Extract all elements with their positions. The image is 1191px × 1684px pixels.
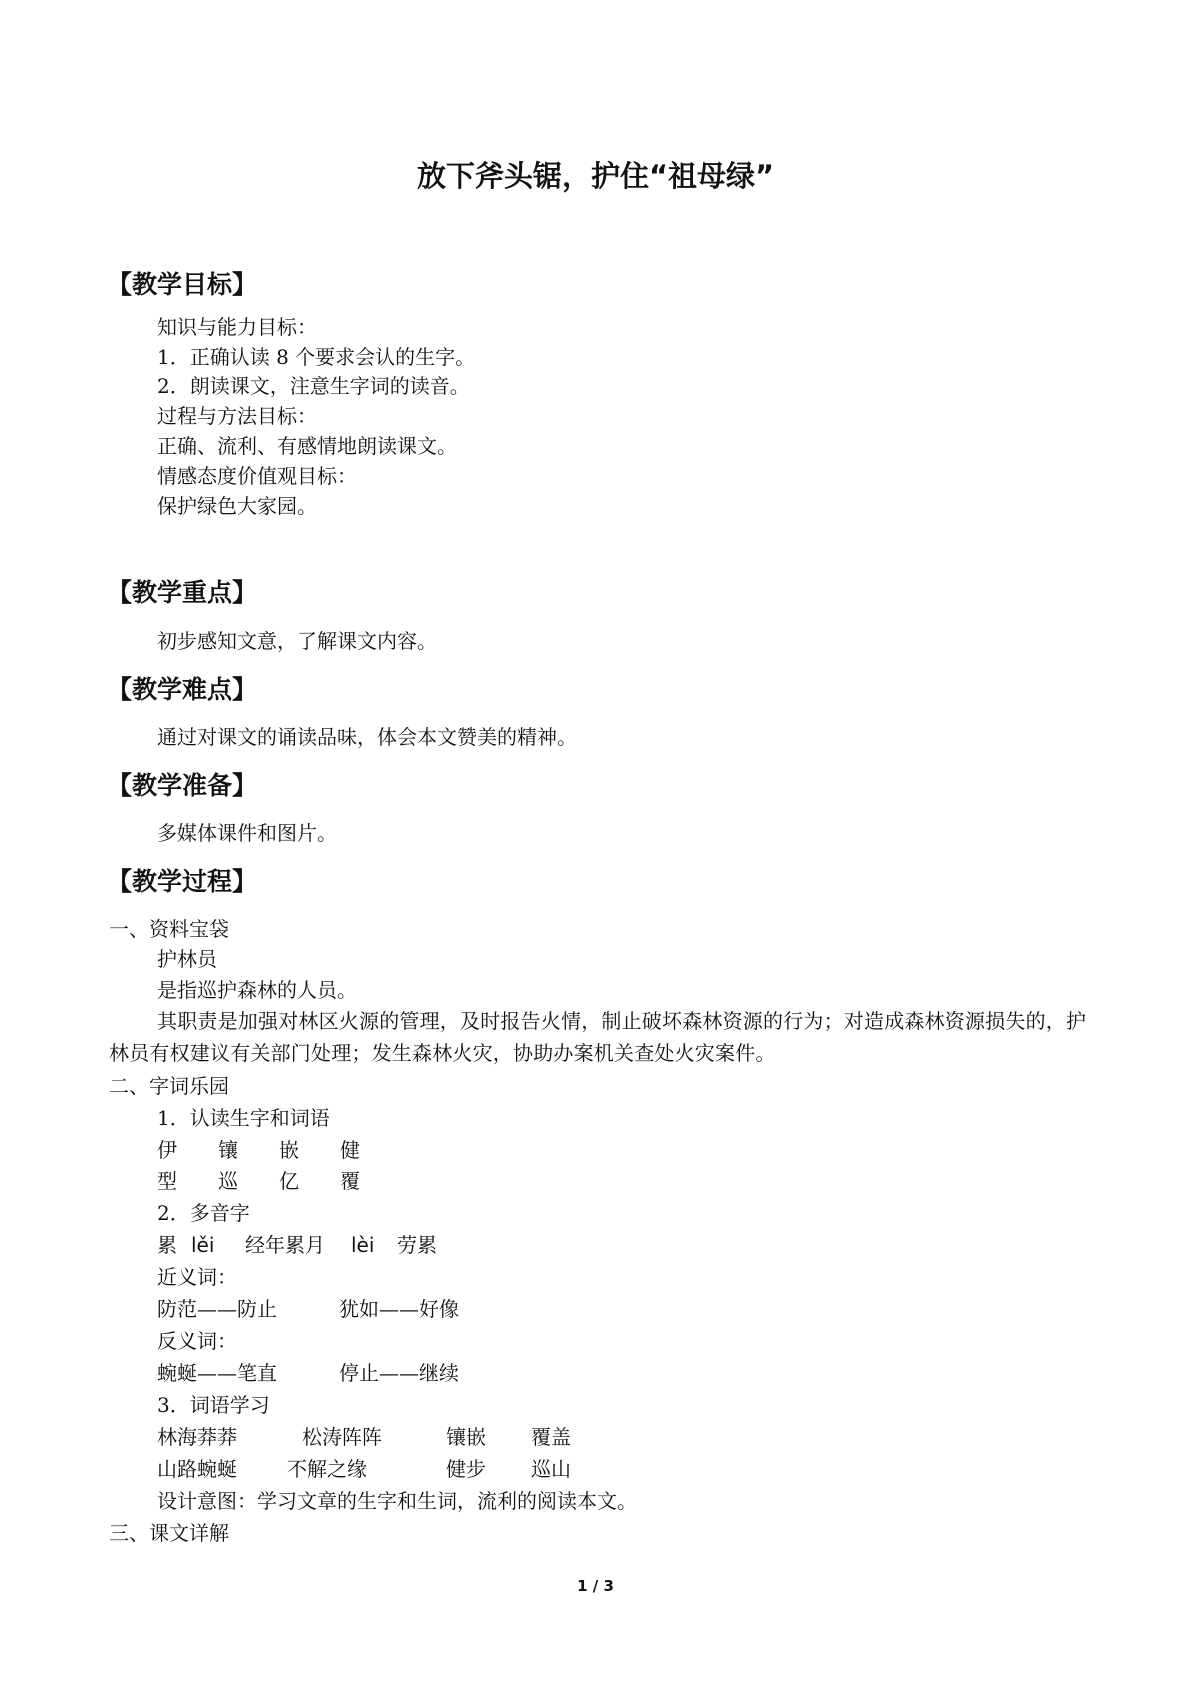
- word-item: 不解之缘: [287, 1457, 367, 1481]
- word-item: 林海莽莽: [157, 1425, 237, 1449]
- definition-text: 是指巡护森林的人员。: [157, 978, 357, 1002]
- word-item: 覆盖: [531, 1425, 571, 1449]
- antonym-pair: 蜿蜒——笔直: [157, 1361, 277, 1385]
- char-item: 巡: [218, 1169, 238, 1193]
- heading-preparation: 【教学准备】: [107, 771, 258, 800]
- objective-line: 情感态度价值观目标：: [157, 464, 357, 488]
- synonym-pair: 犹如——好像: [339, 1297, 459, 1321]
- char-item: 型: [157, 1169, 177, 1193]
- objective-line: 保护绿色大家园。: [157, 494, 317, 518]
- subsection-title: 1．认读生字和词语: [157, 1106, 330, 1130]
- polyphone-word: 劳累: [397, 1233, 437, 1257]
- polyphone-pinyin: lèi: [351, 1233, 375, 1257]
- objective-line: 正确、流利、有感情地朗读课文。: [157, 434, 457, 458]
- heading-difficulties: 【教学难点】: [107, 675, 258, 704]
- design-intent: 设计意图：学习文章的生字和生词，流利的阅读本文。: [157, 1489, 637, 1513]
- char-item: 嵌: [279, 1138, 299, 1162]
- word-item: 山路蜿蜒: [157, 1457, 237, 1481]
- word-item: 松涛阵阵: [302, 1425, 382, 1449]
- part-title: 一、资料宝袋: [109, 917, 229, 941]
- page-indicator: 1 / 3: [577, 1577, 614, 1595]
- word-item: 巡山: [531, 1457, 571, 1481]
- char-item: 覆: [340, 1169, 360, 1193]
- polyphone-char: 累: [157, 1233, 177, 1257]
- char-item: 健: [340, 1138, 360, 1162]
- part-title: 三、课文详解: [109, 1521, 229, 1545]
- synonyms-label: 近义词：: [157, 1265, 237, 1289]
- duty-paragraph: 其职责是加强对林区火源的管理，及时报告火情，制止破坏森林资源的行为；对造成森林资源损失的，护林员有权建议有关部门处理；发生森林火灾，协助办案机关查处火灾案件。: [109, 1009, 1087, 1065]
- polyphone-pinyin: lěi: [191, 1233, 215, 1257]
- heading-process: 【教学过程】: [107, 867, 258, 896]
- char-item: 伊: [157, 1138, 177, 1162]
- subsection-title: 3．词语学习: [157, 1393, 270, 1417]
- word-item: 健步: [446, 1457, 486, 1481]
- antonyms-label: 反义词：: [157, 1329, 237, 1353]
- key-points-text: 初步感知文意，了解课文内容。: [157, 629, 437, 653]
- polyphone-word: 经年累月: [245, 1233, 325, 1257]
- objective-line: 2．朗读课文，注意生字词的读音。: [157, 374, 470, 398]
- objective-line: 知识与能力目标：: [157, 315, 317, 339]
- subsection-title: 2．多音字: [157, 1201, 250, 1225]
- objective-line: 1．正确认读 8 个要求会认的生字。: [157, 345, 476, 369]
- heading-key-points: 【教学重点】: [107, 578, 258, 607]
- part-title: 二、字词乐园: [109, 1074, 229, 1098]
- difficulties-text: 通过对课文的诵读品味，体会本文赞美的精神。: [157, 725, 577, 749]
- heading-objectives: 【教学目标】: [107, 270, 258, 299]
- term-text: 护林员: [157, 947, 217, 971]
- document-title: 放下斧头锯，护住“祖母绿”: [416, 159, 775, 193]
- antonym-pair: 停止——继续: [339, 1361, 459, 1385]
- synonym-pair: 防范——防止: [157, 1297, 277, 1321]
- char-item: 亿: [279, 1169, 299, 1193]
- objective-line: 过程与方法目标：: [157, 404, 317, 428]
- preparation-text: 多媒体课件和图片。: [157, 821, 337, 845]
- word-item: 镶嵌: [446, 1425, 486, 1449]
- char-item: 镶: [218, 1138, 238, 1162]
